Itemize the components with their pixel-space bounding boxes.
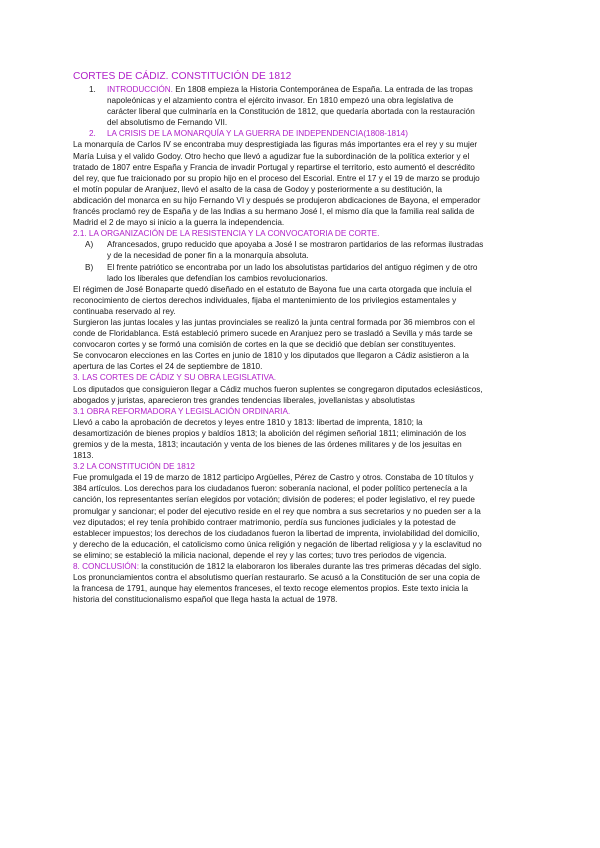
intro-line-2: napoleónicas y el alzamiento contra el ejército invasor. En 1810 empezó una obra legislativa de [107,96,454,106]
conclusion-line: Los pronunciamientos contra el absolutismo querían restaurarlo. Se acusó a la Constitución de ser una copia de [73,573,480,583]
section-3-2-heading: 3.2 LA CONSTITUCIÓN DE 1812 [73,462,195,472]
crisis-line: francés proclamó rey de España y de las Indias a su hermano José I, el mismo día que la familia real salida de [73,207,475,217]
section-3-1-heading: 3.1 OBRA REFORMADORA Y LEGISLACIÓN ORDINARIA. [73,406,291,416]
crisis-line: del rey, que fue traicionado por su propio hijo en el proceso del Escorial. Entre el 17 y el 19 de marzo se produjo [73,173,480,183]
section-2-1-line: Surgieron las juntas locales y las juntas provinciales se realizó la junta central formada por 36 miembros con el [73,317,475,327]
crisis-line: La monarquía de Carlos IV se encontraba muy desprestigiada las figuras más importantes era el rey y su mujer [73,140,478,150]
crisis-line: abdicación del monarca en su hijo Fernando VI y después se produjeron abdicaciones de Bayona, el emperador [73,195,481,205]
list-item-b [73,262,543,284]
section-2-1-line: apertura de las Cortes el 24 de septiembre de 1810. [73,362,263,372]
section-3-2-line: 384 artículos. Los derechos para los ciudadanos fueron: soberanía nacional, el poder político pertenecía a la [73,484,468,494]
section-3-2-line: canción, los representantes serían elegidos por votación; división de poderes; el poder legislativo, el rey puede [73,495,475,505]
crisis-line: el motín popular de Aranjuez, llevó el asalto de la casa de Godoy y posteriormente a su destitución, la [73,184,443,194]
section-2-1-line: continuaba reservado al rey. [73,306,176,316]
intro-section [73,84,543,128]
crisis-line: María Luisa y el valido Godoy. Otro hecho que llevó a agudizar fue la subordinación de la política exterior y el [73,151,470,161]
list-item-a [73,239,543,261]
section-3-1-line: desamortización de bienes propios y baldíos 1813; la abolición del régimen señorial 1811; eliminación de los [73,428,467,438]
section-3-2-line: Fue promulgada el 19 de marzo de 1812 participo Argüelles, Pérez de Castro y otros. Constaba de 10 títulos y [73,473,474,483]
intro-line-4: del absolutismo de Fernando VII. [107,118,228,128]
intro-line-3: carácter liberal que culminaría en la Constitución de 1812, que quedaría abortada con la restauración [107,107,475,117]
section-2-1-line: El régimen de José Bonaparte quedó diseñado en el estatuto de Bayona fue una carta otorgada que incluía el [73,284,472,294]
crisis-heading-row [73,128,543,139]
section-3-2-line: vez diputados; el rey tenía prohibido contraer matrimonio, perdía sus funciones judiciales y la potestad de [73,517,456,527]
crisis-number: 2. [89,129,96,139]
crisis-line: tratado de 1807 entre España y Francia de invadir Portugal y repartirse el territorio, esto aumentó el descrédito [73,162,475,172]
conclusion-line-1: la constitución de 1812 la elaboraron los liberales durante las tres primeras décadas del siglo. [138,562,482,572]
section-3-line: abogados y juristas, aparecieron tres grandes tendencias liberales, jovellanistas y absolutistas [73,395,415,405]
list-marker-b: B) [85,262,94,272]
list-item-b-line-2: lado los liberales que defendían los cambios revolucionarios. [107,273,328,283]
conclusion-heading: 8. CONCLUSIÓN: [73,562,139,572]
document-title: CORTES DE CÁDIZ. CONSTITUCIÓN DE 1812 [73,71,292,82]
section-3-1-line: Llevó a cabo la aprobación de decretos y leyes entre 1810 y 1813: libertad de imprenta, 1810; la [73,417,423,427]
crisis-heading: LA CRISIS DE LA MONARQUÍA Y LA GUERRA DE INDEPENDENCIA(1808-1814) [107,129,408,139]
intro-line-1: En 1808 empieza la Historia Contemporánea de España. La entrada de las tropas [172,85,473,94]
section-3-2-line: establecer impuestos; los derechos de los ciudadanos fueron la libertad de imprenta, inviolabilidad del domicilio, [73,528,480,538]
section-2-1-line: reconocimiento de ciertos derechos individuales, fijaba el mantenimiento de los privilegios estamentales y [73,295,457,305]
section-2-1-heading: 2.1. LA ORGANIZACIÓN DE LA RESISTENCIA Y LA CONVOCATORIA DE CORTE. [73,229,380,239]
section-3-line: Los diputados que consiguieron llegar a Cádiz muchos fueron suplentes se congregaron diputados eclesiásticos, [73,384,483,394]
section-3-1-line: gremios y de la mesta, 1813; incautación y venta de los bienes de las órdenes militares y de los jesuitas en [73,440,462,449]
list-item-a-line-2: y de la necesidad de poner fin a la monarquía absoluta. [107,251,309,261]
section-2-1-line: Se convocaron elecciones en las Cortes en junio de 1810 y los diputados que llegaron a Cádiz asistieron a la [73,351,469,361]
list-item-b-line-1: El frente patriótico se encontraba por un lado los absolutistas partidarios del antiguo régimen y de otro [107,262,478,272]
section-2-1-line: conde de Floridablanca. Está estableció primero sucede en Aranjuez pero se trasladó a Sevilla y más tarde se [73,329,473,339]
conclusion-line: historia del constitucionalismo español que llega hasta la actual de 1978. [73,595,338,605]
section-2-1-line: convocaron cortes y se formó una comisión de cortes en la que se decidió que debían ser constituyentes. [73,340,456,350]
intro-heading: INTRODUCCIÓN. [107,85,173,94]
crisis-line: Madrid el 2 de mayo si inicio a la guerra la independencia. [73,218,285,228]
section-3-2-line: promulgar y sancionar; el poder del ejecutivo reside en el rey que nombra a sus secretarios y no pueden ser a la [73,506,481,516]
section-3-1-line: 1813. [73,451,94,461]
document-page [73,70,543,605]
conclusion-line: la francesa de 1791, aunque hay elementos franceses, el texto recoge elementos propios. Este texto inicia la [73,584,469,594]
list-marker-a: A) [85,240,94,250]
section-3-2-line: se elimino; se estableció la milicia nacional, depende el rey y las cortes; tuvo tres periodos de vigencia. [73,550,447,560]
section-3-2-line: y derecho de la educación, el catolicismo como única religión y negación de libertad religiosa y y la esclavitud no [73,539,482,549]
list-item-a-line-1: Afrancesados, grupo reducido que apoyaba a José I se mostraron partidarios de las reformas ilustradas [107,240,484,250]
section-3-heading: 3. LAS CORTES DE CÁDIZ Y SU OBRA LEGISLATIVA. [73,373,277,383]
intro-number: 1. [89,85,96,94]
